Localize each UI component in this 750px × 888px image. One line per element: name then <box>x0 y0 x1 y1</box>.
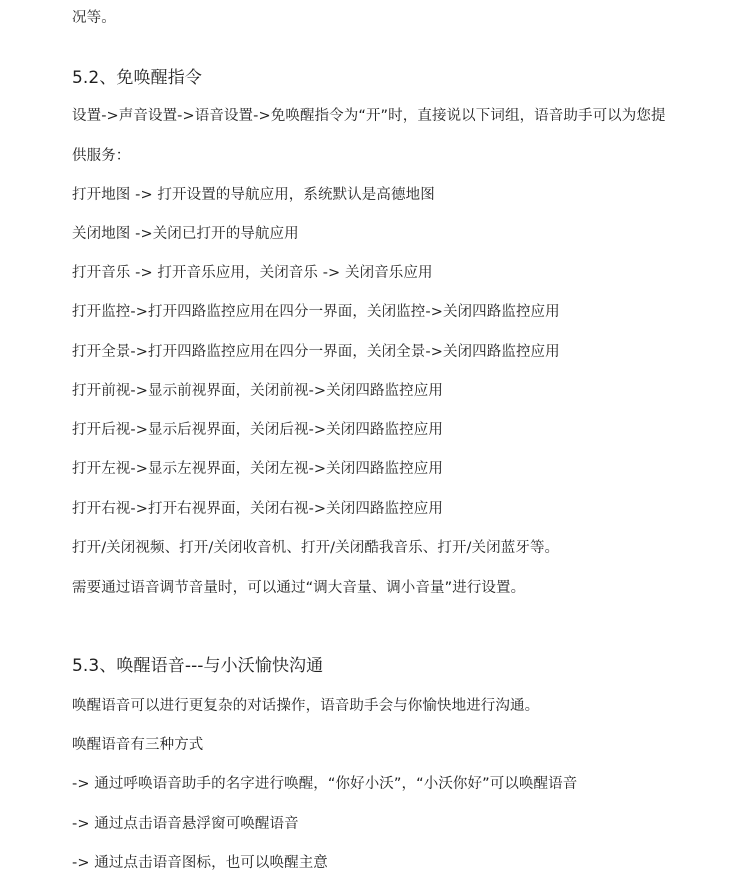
command-line: 打开左视->显示左视界面，关闭左视->关闭四路监控应用 <box>72 461 443 477</box>
command-line: 打开/关闭视频、打开/关闭收音机、打开/关闭酷我音乐、打开/关闭蓝牙等。 <box>72 540 560 556</box>
section-heading-5-2: 5.2、免唤醒指令 <box>72 68 202 88</box>
section-5-2-desc-line2: 供服务： <box>72 148 131 164</box>
section-5-3-desc: 唤醒语音可以进行更复杂的对话操作，语音助手会与你愉快地进行沟通。 <box>72 698 540 714</box>
method-item: -> 通过点击语音图标，也可以唤醒主意 <box>72 855 328 871</box>
command-line: 打开全景->打开四路监控应用在四分一界面，关闭全景->关闭四路监控应用 <box>72 344 560 360</box>
command-line: 打开监控->打开四路监控应用在四分一界面，关闭监控->关闭四路监控应用 <box>72 304 560 320</box>
command-line: 打开前视->显示前视界面，关闭前视->关闭四路监控应用 <box>72 383 443 399</box>
methods-title: 唤醒语音有三种方式 <box>72 737 204 753</box>
command-line: 打开音乐 -> 打开音乐应用，关闭音乐 -> 关闭音乐应用 <box>72 265 433 281</box>
command-line: 打开地图 -> 打开设置的导航应用，系统默认是高德地图 <box>72 187 435 203</box>
command-line: 需要通过语音调节音量时，可以通过“调大音量、调小音量”进行设置。 <box>72 580 526 596</box>
command-line: 打开右视->打开右视界面，关闭右视->关闭四路监控应用 <box>72 501 443 517</box>
command-line: 关闭地图 ->关闭已打开的导航应用 <box>72 226 299 242</box>
method-item: -> 通过呼唤语音助手的名字进行唤醒，“你好小沃”，“小沃你好”可以唤醒语音 <box>72 776 578 792</box>
command-line: 打开后视->显示后视界面，关闭后视->关闭四路监控应用 <box>72 422 443 438</box>
method-item: -> 通过点击语音悬浮窗可唤醒语音 <box>72 816 299 832</box>
section-5-2-desc-line1: 设置->声音设置->语音设置->免唤醒指令为“开”时，直接说以下词组，语音助手可以为您提 <box>72 108 666 124</box>
section-heading-5-3: 5.3、唤醒语音---与小沃愉快沟通 <box>72 656 324 676</box>
paragraph-tail: 况等。 <box>72 10 116 26</box>
